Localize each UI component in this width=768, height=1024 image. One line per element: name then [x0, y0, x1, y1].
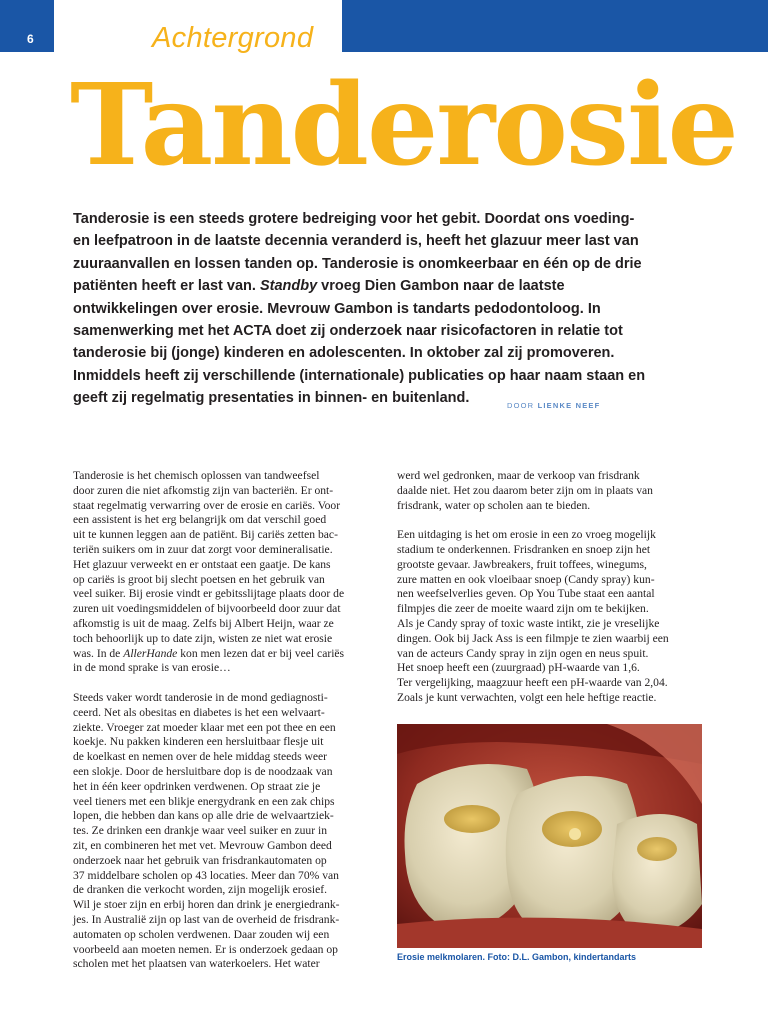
section-label: Achtergrond: [152, 22, 314, 54]
body-column-right: [397, 469, 702, 721]
body-paragraph: Een uitdaging is het om erosie in een zo vroeg mogelijk stadium te onderkennen. Frisdranken en snoep zijn het grootste gevaar. Jawbreakers, fruit toffees, winegums, zure matten en ook vloeibaar snoep (Candy spray) kun- nen weefselverlies geven. Op You Tube staat een aantal filmpjes die zeer de moeite waard zijn om te bekijken. Als je Candy spray of toxic waste intikt, zie je vreselijke dingen. Ook bij Jack Ass is een filmpje te zien waarbij een van de acteurs Candy spray in zijn ogen en neus spuit. Het snoep heeft een (zuurgraad) pH-waarde van 1,6. Ter vergelijking, maagzuur heeft een pH-waarde van 2,04. Zoals je kunt verwachten, volgt een hele heftige reactie.: [397, 528, 669, 704]
body-paragraph: [73, 469, 371, 676]
page-number-box: [0, 0, 54, 52]
page-number: 6: [27, 32, 34, 46]
intro-italic-magazine: Standby: [259, 278, 318, 295]
magazine-name: AllerHande: [123, 646, 178, 660]
photo-illustration: [397, 724, 702, 948]
byline-prefix: DOOR: [507, 401, 535, 410]
byline: [507, 401, 600, 410]
byline-author: LIENKE NEEF: [537, 401, 601, 410]
intro-text-2: vroeg Dien Gambon naar de laatste ontwikkelingen over erosie. Mevrouw Gambon is tandarts pedodontoloog. In samenwerking met het ACTA doet zij onderzoek naar risicofactoren in relatie tot tanderosie bij (jonge) kinderen en adolescenten. In oktober zal zij promoveren. Inmiddels heeft zij verschillende (internationale) publicaties op haar naam staan en geeft zij regelmatig presentaties in binnen- en buitenland.: [73, 278, 646, 407]
body-text: kon men lezen dat er bij veel cariës in de mond sprake is van erosie…: [73, 646, 345, 675]
article-title: Tanderosie: [70, 60, 737, 191]
body-paragraph: Steeds vaker wordt tanderosie in de mond gediagnosti- ceerd. Net als obesitas en diabetes is het een welvaart- ziekte. Vroeger zat moeder klaar met een pot thee en een koekje. Nu pakken kinderen een hersluitbaar flesje uit de koelkast en nemen over de hele middag steeds weer een slokje. Door de hersluitbare dop is de noodzaak van het in één keer opdrinken verdwenen. Op straat zie je veel tieners met een blikje energydrank en een zak chips lopen, die hebben dan kans op alle drie de welvaartziek- tes. Ze drinken een drankje waar veel suiker en zuur in zit, en combineren het met vet. Mevrouw Gambon deed onderzoek naar het gebruik van frisdrankautomaten op 37 middelbare scholen op 43 locaties. Meer dan 70% van de dranken die verkocht worden, zijn mogelijk erosief. Wil je stoer zijn en erbij horen dan drink je energiedrank- jes. In Australië zijn op last van de overheid de frisdrank- automaten op scholen verdwenen. Daar zouden wij een voorbeeld aan moeten nemen. Er is onderzoek gedaan op scholen met het plaatsen van waterkoelers. Het water: [73, 690, 340, 971]
intro-paragraph: [73, 208, 653, 410]
body-paragraph: werd wel gedronken, maar de verkoop van frisdrank daalde niet. Het zou daarom beter zijn om in plaats van frisdrank, water op scholen aan te bieden.: [397, 469, 653, 512]
intro-text-1: Tanderosie is een steeds grotere bedreiging voor het gebit. Doordat ons voeding- en leefpatroon in de laatste decennia veranderd is, heeft het glazuur meer last van zuuraanvallen en lossen tanden op. Tanderosie is onomkeerbaar en één op de drie patiënten heeft er last van.: [73, 211, 642, 295]
header-bar: [342, 0, 768, 52]
teeth-erosion-photo: [397, 724, 702, 948]
body-column-left: [73, 469, 371, 987]
photo-caption: Erosie melkmolaren. Foto: D.L. Gambon, kindertandarts: [397, 952, 637, 962]
body-text: Tanderosie is het chemisch oplossen van tandweefsel door zuren die niet afkomstig zijn van bacteriën. Er ont- staat regelmatig verwarring over de erosie en cariës. Voor een assistent is het erg belangrijk om dat verschil goed uit te kunnen leggen aan de patiënt. Bij cariës zetten bac- teriën suikers om in zuur dat zorgt voor demineralisatie. Het glazuur verweekt en er ontstaat een gaatje. De kans op cariës is groot bij slecht poetsen en het gebruik van veel suiker. Bij erosie vindt er gebitsslijtage plaats door de zuren uit voedingsmiddelen of bijvoorbeeld door zuur dat afkomstig is uit de maag. Zelfs bij Albert Heijn, waar ze toch behoorlijk up to date zijn, wisten ze niet wat erosie was. In de: [73, 469, 345, 660]
